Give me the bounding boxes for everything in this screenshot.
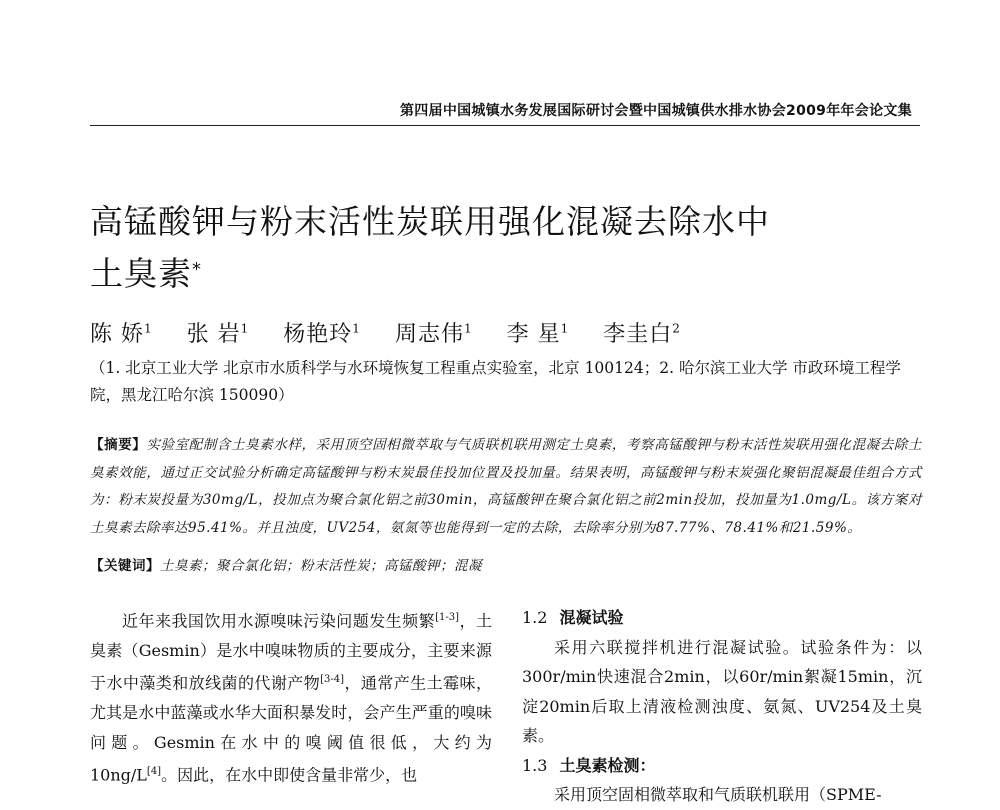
section-paragraph: 采用六联搅拌机进行混凝试验。试验条件为：以300r/min快速混合2min，以60r/min絮凝15min，沉淀20min后取上清液检测浊度、氨氮、UV254及土臭素。 [522, 637, 922, 745]
keywords-label: 【关键词】 [90, 558, 160, 574]
title-line-1: 高锰酸钾与粉末活性炭联用强化混凝去除水中 [90, 202, 770, 241]
citation[interactable]: [4] [146, 766, 162, 778]
abstract-label: 【摘要】 [90, 437, 147, 453]
section-heading: 1.2 混凝试验 [522, 608, 624, 627]
body-left-column [90, 603, 492, 790]
author: 周志伟$^1$ [394, 321, 473, 347]
keywords [90, 553, 922, 580]
author-list [90, 317, 707, 348]
citation[interactable]: [3-4] [320, 674, 345, 686]
keywords-text: 土臭素；聚合氯化铝；粉末活性炭；高锰酸钾；混凝 [160, 558, 482, 574]
affiliations: （1. 北京工业大学 北京市水质科学与水环境恢复工程重点实验室，北京 100124；2. 哈尔滨工业大学 市政环境工程学院，黑龙江哈尔滨 150090） [90, 359, 901, 404]
author: 李 星$^1$ [506, 321, 570, 347]
section-paragraph: 采用顶空固相微萃取和气质联机联用（SPME- [554, 785, 882, 804]
abstract [90, 432, 922, 542]
title-line-2: 土臭素 [90, 254, 192, 293]
running-header: 第四届中国城镇水务发展国际研讨会暨中国城镇供水排水协会2009年年会论文集 [399, 103, 912, 119]
citation[interactable]: [1-3] [435, 612, 460, 623]
header-divider [90, 125, 920, 126]
author: 陈 娇$^1$ [90, 321, 153, 347]
title-footnote-mark: * [192, 259, 202, 280]
paper-title [90, 196, 850, 300]
body-right-column [522, 603, 922, 810]
intro-paragraph: 近年来我国饮用水源嗅味污染问题发生频繁[1-3]，土臭素（Gesmin）是水中嗅味物质的主要成分，主要来源于水中藻类和放线菌的代谢产物[3-4]，通常产生土霉味，尤其是水中蓝藻或水华大面积暴发时，会产生严重的嗅味问题。Gesmin在水中的嗅阈值很低，大约为10ng/L[4]。因此，在水中即使含量非常少，也 [90, 611, 492, 785]
section-heading: 1.3 土臭素检测： [522, 755, 656, 775]
author: 张 岩$^1$ [186, 321, 250, 347]
author: 李圭白$^2$ [603, 321, 681, 347]
abstract-text: 实验室配制含土臭素水样，采用顶空固相微萃取与气质联机联用测定土臭素，考察高锰酸钾与粉末活性炭联用强化混凝去除土臭素效能，通过正交试验分析确定高锰酸钾与粉末炭最佳投加位置及投加量。结果表明，高锰酸钾与粉末炭强化聚铝混凝最佳组合方式为：粉末炭投量为30mg/L，投加点为聚合氯化铝之前30min，高锰酸钾在聚合氯化铝之前2min投加，投加量为1.0mg/L。该方案对土臭素去除率达95.41%。并且浊度，UV254，氨氮等也能得到一定的去除，去除率分别为87.77%、78.41%和21.59%。 [90, 437, 923, 536]
author: 杨艳玲$^1$ [283, 321, 361, 347]
